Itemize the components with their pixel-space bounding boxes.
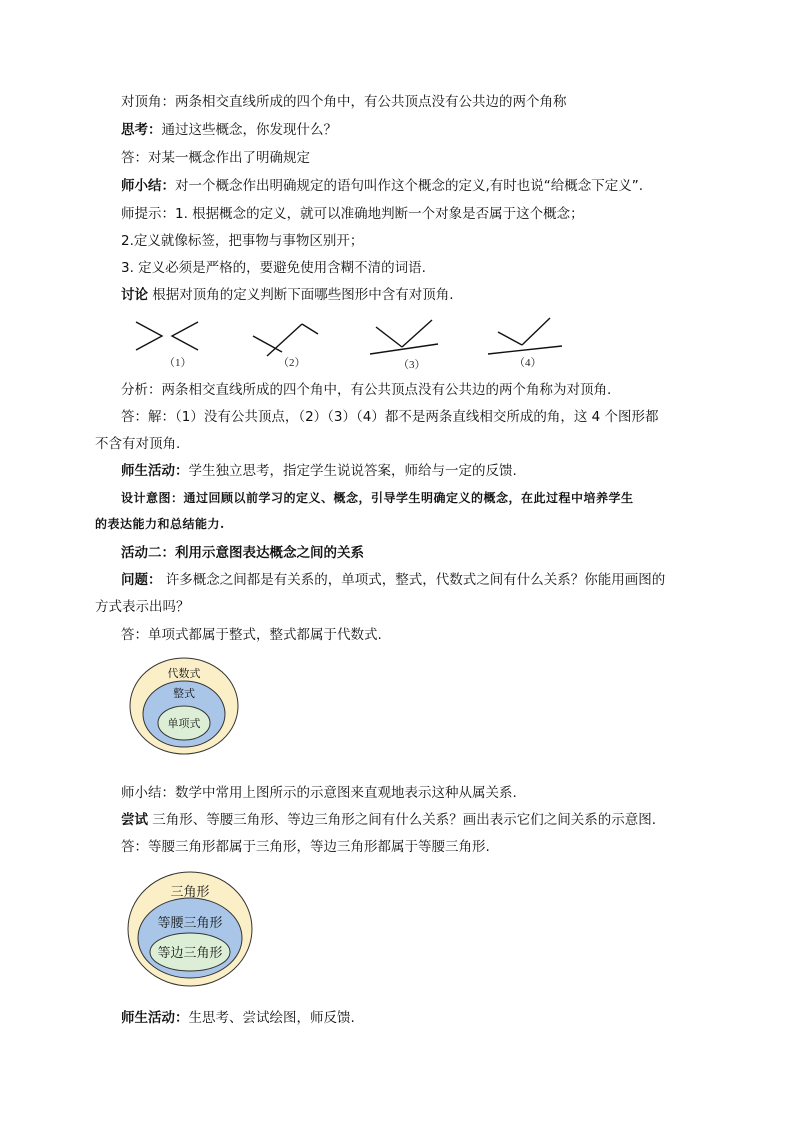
hint-line-3: 3. 定义必须是严格的，要避免使用含糊不清的词语. xyxy=(121,260,426,276)
definition-vertical-angles: 对顶角：两条相交直线所成的四个角中，有公共顶点没有公共边的两个角称 xyxy=(121,94,567,110)
activity-text-1: 学生独立思考，指定学生说说答案，师给与一定的反馈. xyxy=(188,463,517,479)
figure-1 xyxy=(136,322,198,350)
activity-line-1 xyxy=(121,461,517,481)
figure-label-4: （4） xyxy=(514,357,542,369)
hint-line-2: 2.定义就像标签，把事物与事物区别开； xyxy=(121,233,364,249)
design-intent-label: 设计意图： xyxy=(121,491,184,505)
discussion-label: 讨论 xyxy=(121,287,148,303)
summary-text: 对一个概念作出明确规定的语句叫作这个概念的定义,有时也说“给概念下定义”. xyxy=(175,178,644,194)
try-label: 尝试 xyxy=(121,812,148,828)
figure-label-3: （3） xyxy=(398,359,426,371)
summary-label: 师小结： xyxy=(121,178,175,194)
figure-2 xyxy=(253,324,318,356)
answer-line-3: 答：单项式都属于整式，整式都属于代数式. xyxy=(121,627,382,643)
answer-line-1: 答：对某一概念作出了明确规定 xyxy=(121,150,310,166)
venn1-middle-label: 整式 xyxy=(173,687,195,700)
question-line-1 xyxy=(121,570,665,590)
activity-two-heading: 活动二：利用示意图表达概念之间的关系 xyxy=(121,545,364,561)
activity-label-2: 师生活动： xyxy=(121,1010,189,1026)
venn-diagram-triangles xyxy=(126,870,254,988)
discussion-line xyxy=(121,285,454,305)
figure-label-1: （1） xyxy=(164,357,192,369)
venn1-inner-label: 单项式 xyxy=(167,717,201,730)
summary-line-1 xyxy=(121,176,643,196)
venn2-middle-label: 等腰三角形 xyxy=(157,916,223,931)
design-intent-line-2: 的表达能力和总结能力. xyxy=(95,517,225,531)
question-label: 问题： xyxy=(121,572,162,588)
angle-figures xyxy=(120,312,580,374)
answer-line-2a: 答：解：（1）没有公共顶点，（2）（3）（4）都不是两条直线相交所成的角，这 4 个图形都 xyxy=(121,409,659,425)
think-text: 通过这些概念，你发现什么？ xyxy=(161,122,337,138)
answer-line-4: 答：等腰三角形都属于三角形，等边三角形都属于等腰三角形. xyxy=(121,839,490,855)
hint-line-1: 师提示：1. 根据概念的定义，就可以准确地判断一个对象是否属于这个概念； xyxy=(121,206,584,222)
question-text-1: 许多概念之间都是有关系的，单项式，整式，代数式之间有什么关系？你能用画图的 xyxy=(161,572,666,588)
activity-text-2: 生思考、尝试绘图，师反馈. xyxy=(188,1010,355,1026)
figure-4 xyxy=(488,318,562,354)
design-intent-line-1 xyxy=(121,488,634,508)
discussion-text: 根据对顶角的定义判断下面哪些图形中含有对顶角. xyxy=(148,287,454,303)
answer-line-2b: 不含有对顶角. xyxy=(95,436,181,452)
activity-line-2 xyxy=(121,1008,355,1028)
venn2-inner-label: 等边三角形 xyxy=(157,946,223,961)
try-line xyxy=(121,810,656,830)
figure-label-2: （2） xyxy=(278,357,306,369)
summary-line-2: 师小结：数学中常用上图所示的示意图来直观地表示这种从属关系. xyxy=(121,785,517,801)
design-intent-text-1: 通过回顾以前学习的定义、概念，引导学生明确定义的概念，在此过程中培养学生 xyxy=(183,491,634,505)
figure-3 xyxy=(370,320,438,354)
venn-diagram-expressions xyxy=(128,656,240,756)
activity-label-1: 师生活动： xyxy=(121,463,189,479)
venn2-outer-label: 三角形 xyxy=(170,885,210,900)
think-label: 思考： xyxy=(121,122,162,138)
question-line-2: 方式表示出吗？ xyxy=(95,599,190,615)
analysis-line: 分析：两条相交直线所成的四个角中，有公共顶点没有公共边的两个角称为对顶角. xyxy=(121,382,612,398)
think-line xyxy=(121,120,337,140)
venn1-outer-label: 代数式 xyxy=(167,667,201,680)
try-text: 三角形、等腰三角形、等边三角形之间有什么关系？画出表示它们之间关系的示意图. xyxy=(148,812,657,828)
